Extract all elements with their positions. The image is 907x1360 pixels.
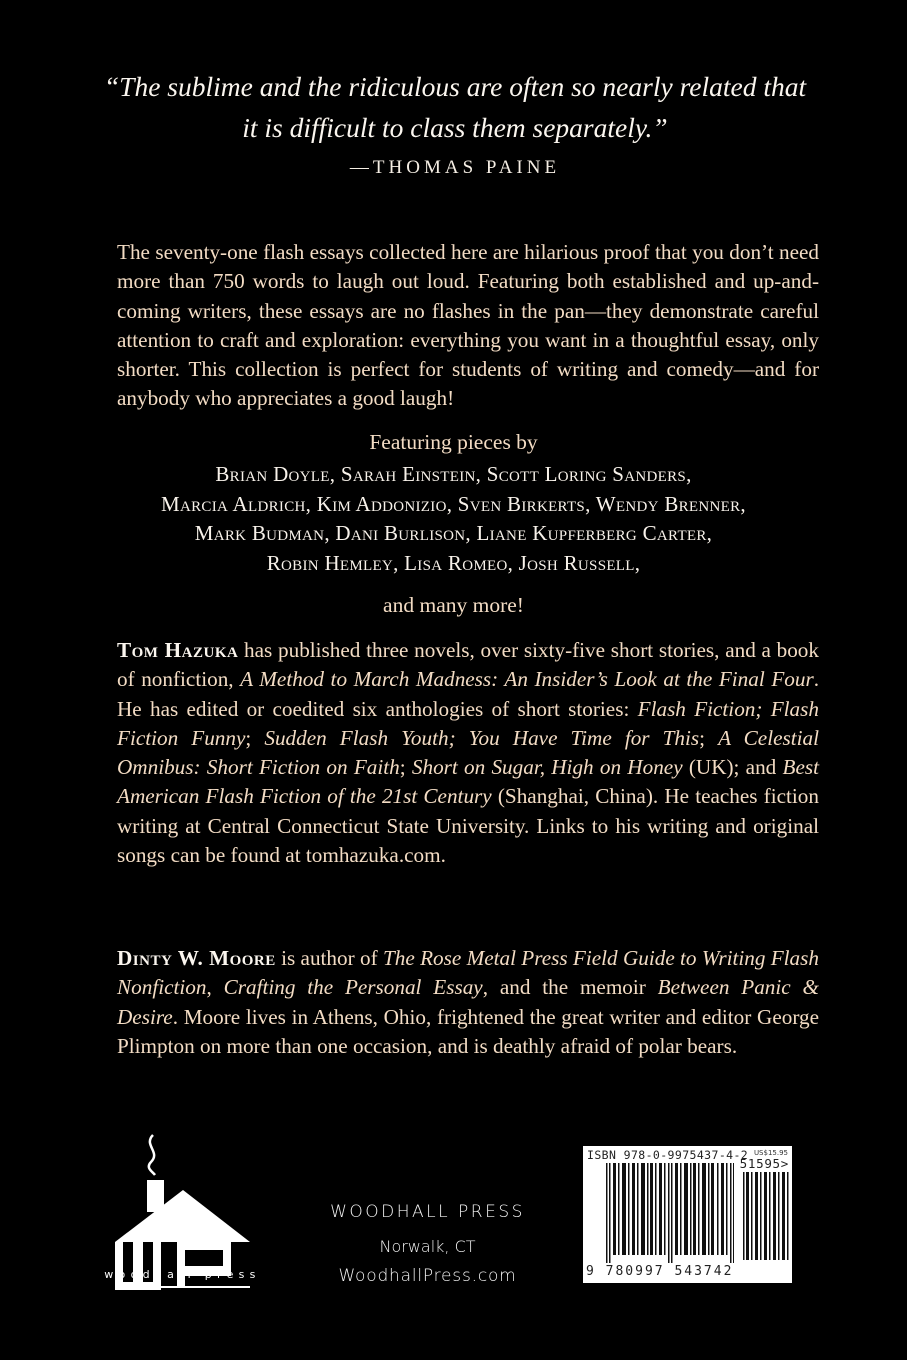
publisher-name: WOODHALL PRESS xyxy=(330,1202,525,1222)
epigraph-attribution: —THOMAS PAINE xyxy=(349,157,561,178)
featured-authors xyxy=(100,460,807,578)
bio-text: . He has edited or coedited six anthologies of short stories: xyxy=(117,667,819,721)
bio-text: ; xyxy=(399,755,412,780)
book-title: Short on Sugar, High on Honey xyxy=(411,755,683,780)
publisher-url[interactable]: WoodhallPress.com xyxy=(338,1266,517,1286)
book-title: Between Panic & Desire xyxy=(117,975,819,1029)
epigraph-quote: “The sublime and the ridiculous are often so nearly related that it is difficult to class them separately.” xyxy=(103,71,807,143)
bio-text: (Shanghai, China). He teaches fiction writing at Central Connecticut State University. Links to his writing and original songs can be found at tomhazuka.com. xyxy=(117,784,819,868)
ean-digits: 9 780997 543742 xyxy=(586,1264,734,1279)
bio-text: has published three novels, over sixty-five short stories, and a book of nonfiction, xyxy=(117,638,819,692)
bio-text: , and the memoir xyxy=(482,975,658,1000)
isbn-barcode xyxy=(583,1146,792,1283)
book-blurb: The seventy-one flash essays collected here are hilarious proof that you don’t need more than 750 words to laugh out loud. Featuring both established and up-and-coming writers, these essays are no flashes in the pan—they demonstrate careful attention to craft and exploration: everything you want in a thoughtful essay, only shorter. This collection is perfect for students of writing and comedy—and for anybody who appreciates a good laugh! xyxy=(117,240,819,411)
authors-line: Robin Hemley, Lisa Romeo, Josh Russell, xyxy=(266,550,641,575)
bio-text: is author of xyxy=(275,946,383,970)
book-title: Flash Fiction; Flash Fiction Funny xyxy=(117,696,819,750)
editor-name: Tom Hazuka xyxy=(117,638,239,662)
featuring-closing: and many more! xyxy=(383,593,524,617)
featuring-heading: Featuring pieces by xyxy=(369,430,538,454)
editor-name: Dinty W. Moore xyxy=(117,946,276,970)
book-title: Crafting the Personal Essay xyxy=(223,975,483,1000)
authors-line: Mark Budman, Dani Burlison, Liane Kupferberg Carter, xyxy=(194,521,713,546)
isbn-number: ISBN 978-0-9975437-4-2 xyxy=(587,1148,749,1162)
book-title: Sudden Flash Youth; You Have Time for This xyxy=(264,725,700,750)
bio-text: . Moore lives in Athens, Ohio, frightened the great writer and editor George Plimpton on more than one occasion, and is deathly afraid of polar bears. xyxy=(117,1004,819,1058)
price-code: 51595> xyxy=(739,1156,789,1171)
book-title: A Celestial Omnibus: Short Fiction on Faith xyxy=(117,725,820,780)
book-title: The Rose Metal Press Field Guide to Writing Flash Nonfiction xyxy=(117,946,819,1000)
price-label: US$15.95 xyxy=(753,1149,788,1157)
logo-caption: woodhall press xyxy=(104,1268,261,1281)
authors-line: Marcia Aldrich, Kim Addonizio, Sven Birkerts, Wendy Brenner, xyxy=(161,491,746,516)
woodhall-press-logo-icon xyxy=(95,1130,270,1290)
editor-bio-moore xyxy=(117,944,819,1061)
bio-text: (UK); and xyxy=(682,755,783,780)
price-barcode-icon xyxy=(743,1172,789,1260)
book-title: A Method to March Madness: An Insider’s Look at the Final Four xyxy=(240,667,814,692)
bio-text: , xyxy=(206,975,224,1000)
editor-bio-hazuka xyxy=(117,636,819,870)
authors-line: Brian Doyle, Sarah Einstein, Scott Loring Sanders, xyxy=(215,462,692,486)
bio-text: ; xyxy=(699,725,719,750)
book-title: Best American Flash Fiction of the 21st Century xyxy=(117,755,820,809)
publisher-city: Norwalk, CT xyxy=(379,1237,476,1256)
ean-barcode-icon xyxy=(606,1163,734,1263)
bio-text: ; xyxy=(245,725,265,750)
